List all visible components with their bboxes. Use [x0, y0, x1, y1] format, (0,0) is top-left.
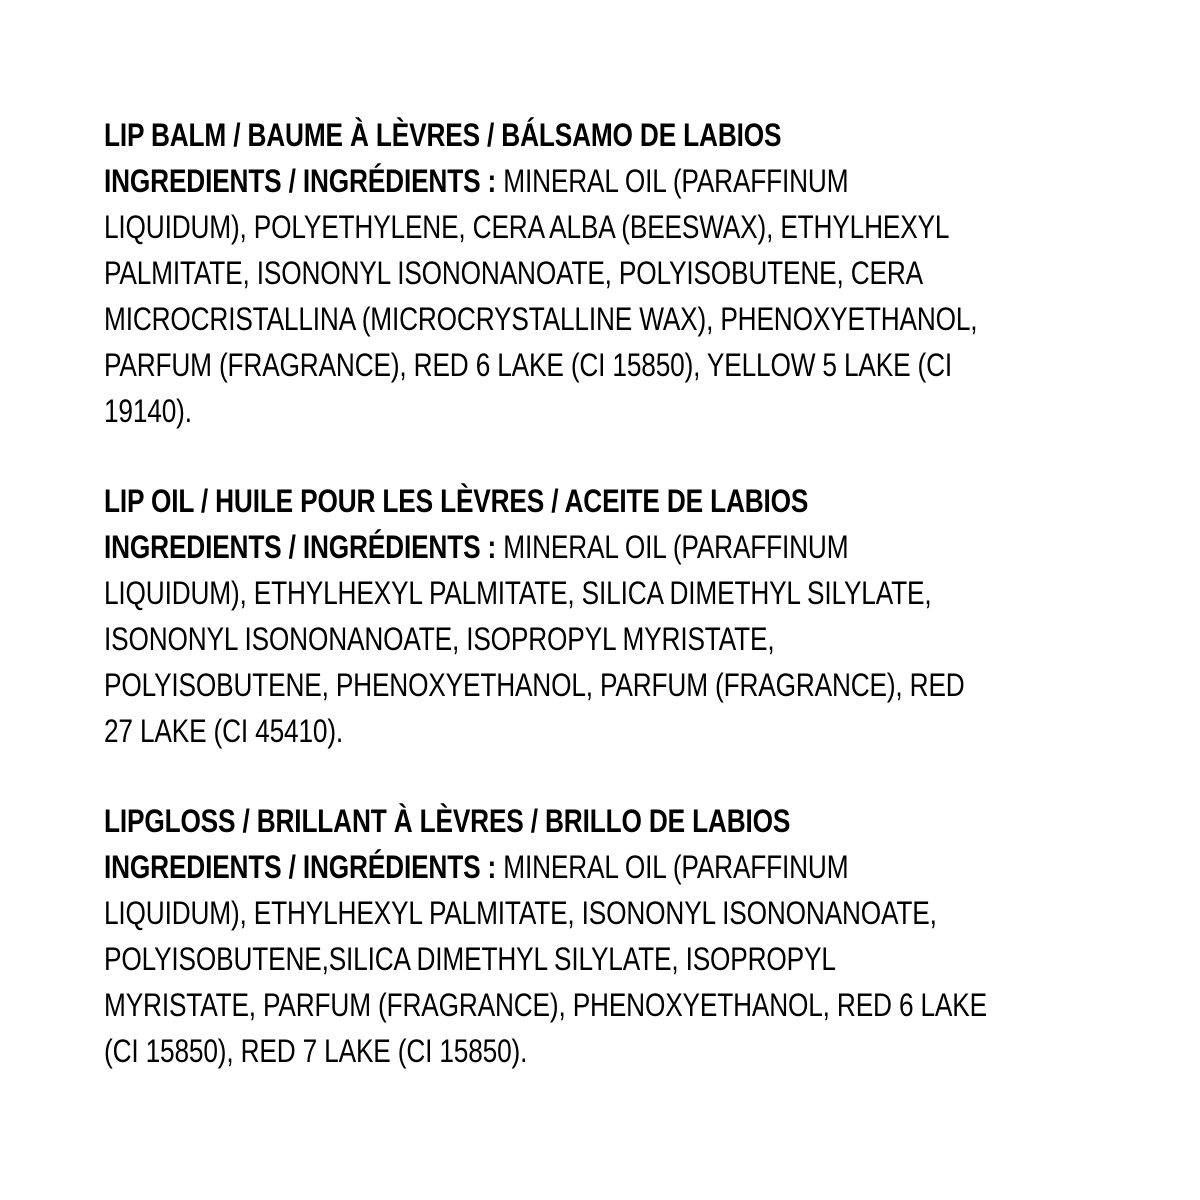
- lip-oil-section: [104, 478, 1124, 754]
- ingredients-line: PALMITATE, ISONONYL ISONONANOATE, POLYISOBUTENE, CERA: [104, 255, 924, 291]
- lip-balm-section: [104, 112, 1124, 434]
- lipgloss-section: [104, 798, 1124, 1074]
- ingredients-line: 27 LAKE (CI 45410).: [104, 713, 344, 749]
- ingredients-line: LIQUIDUM), ETHYLHEXYL PALMITATE, ISONONYL ISONONANOATE,: [104, 895, 937, 931]
- ingredients-document: [104, 112, 1124, 1118]
- ingredients-text: MINERAL OIL (PARAFFINUM: [496, 849, 849, 885]
- ingredients-line: LIQUIDUM), ETHYLHEXYL PALMITATE, SILICA DIMETHYL SILYLATE,: [104, 575, 932, 611]
- ingredients-text: MINERAL OIL (PARAFFINUM: [496, 529, 849, 565]
- ingredients-label: INGREDIENTS / INGRÉDIENTS :: [104, 163, 497, 199]
- ingredients-line: [104, 158, 940, 204]
- ingredients-line: ISONONYL ISONONANOATE, ISOPROPYL MYRISTATE,: [104, 621, 775, 657]
- ingredients-label: INGREDIENTS / INGRÉDIENTS :: [104, 529, 497, 565]
- ingredients-line: MICROCRISTALLINA (MICROCRYSTALLINE WAX), PHENOXYETHANOL,: [104, 301, 978, 337]
- ingredients-line: PARFUM (FRAGRANCE), RED 6 LAKE (CI 15850), YELLOW 5 LAKE (CI: [104, 347, 953, 383]
- section-heading: LIP BALM / BAUME À LÈVRES / BÁLSAMO DE LABIOS: [104, 117, 782, 153]
- ingredients-line: POLYISOBUTENE,SILICA DIMETHYL SILYLATE, ISOPROPYL: [104, 941, 836, 977]
- ingredients-line: LIQUIDUM), POLYETHYLENE, CERA ALBA (BEESWAX), ETHYLHEXYL: [104, 209, 950, 245]
- section-heading: LIPGLOSS / BRILLANT À LÈVRES / BRILLO DE LABIOS: [104, 803, 791, 839]
- ingredients-line: [104, 524, 940, 570]
- ingredients-line: 19140).: [104, 393, 192, 429]
- ingredients-label: INGREDIENTS / INGRÉDIENTS :: [104, 849, 497, 885]
- ingredients-line: [104, 844, 940, 890]
- ingredients-line: POLYISOBUTENE, PHENOXYETHANOL, PARFUM (FRAGRANCE), RED: [104, 667, 965, 703]
- ingredients-line: (CI 15850), RED 7 LAKE (CI 15850).: [104, 1033, 528, 1069]
- ingredients-text: MINERAL OIL (PARAFFINUM: [496, 163, 849, 199]
- ingredients-line: MYRISTATE, PARFUM (FRAGRANCE), PHENOXYETHANOL, RED 6 LAKE: [104, 987, 987, 1023]
- section-heading: LIP OIL / HUILE POUR LES LÈVRES / ACEITE DE LABIOS: [104, 483, 809, 519]
